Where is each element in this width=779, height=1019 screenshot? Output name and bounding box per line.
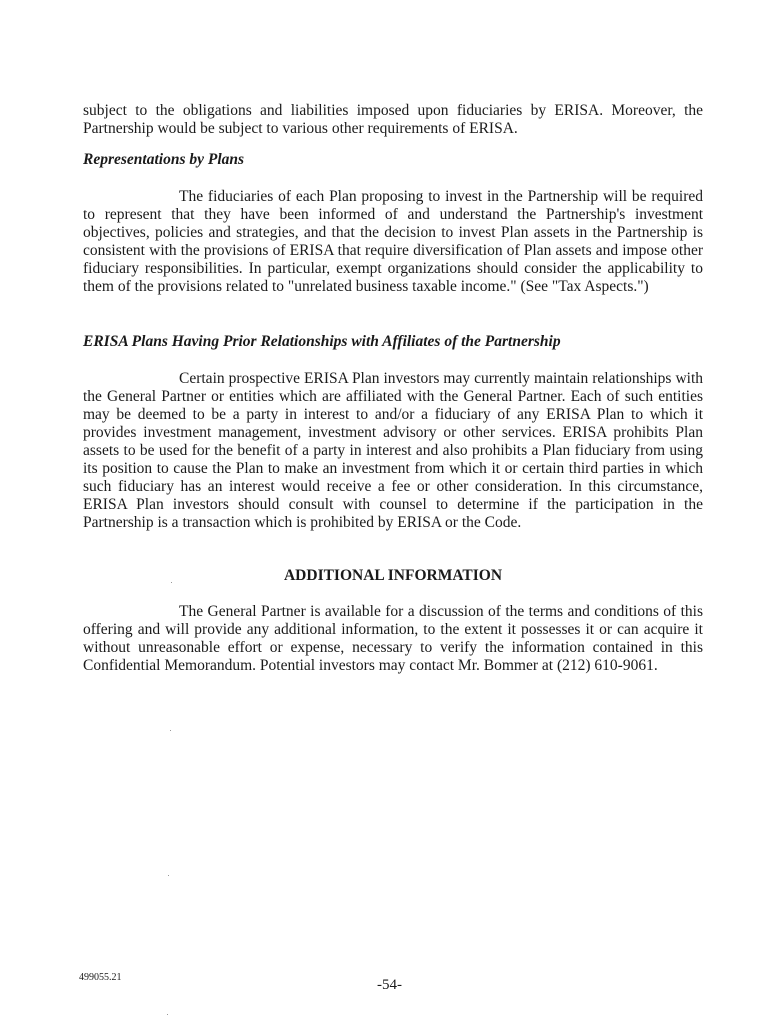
scan-speck (167, 1014, 168, 1015)
paragraph-prior-relationships: Certain prospective ERISA Plan investors may currently maintain relationships with the General Partner or entities which are affiliated with the General Partner. Each of such entities may be deemed to be a party in interest to and/or a fiduciary of any ERISA Plan to which it provides investment management, investment advisory or other services. ERISA prohibits Plan assets to be used for the benefit of a party in interest and also prohibits a Plan fiduciary from using its position to cause the Plan to make an investment from which it or certain third parties in which such fiduciary has an interest would receive a fee or other consideration. In this circumstance, ERISA Plan investors should consult with counsel to determine if the participation in the Partnership is a transaction which is prohibited by ERISA or the Code. (83, 370, 703, 531)
paragraph-representations: The fiduciaries of each Plan proposing to invest in the Partnership will be required to represent that they have been informed of and understand the Partnership's investment objectives, policies and strategies, and that the decision to invest Plan assets in the Partnership is consistent with the provisions of ERISA that require diversification of Plan assets and impose other fiduciary responsibilities. In particular, exempt organizations should consider the applicability to them of the provisions related to "unrelated business taxable income." (See "Tax Aspects.") (83, 188, 703, 295)
heading-representations-by-plans: Representations by Plans (83, 151, 245, 168)
heading-erisa-plans-prior-relationships: ERISA Plans Having Prior Relationships with Affiliates of the Partnership (83, 333, 561, 350)
scan-speck (170, 730, 171, 731)
heading-additional-information: ADDITIONAL INFORMATION (283, 567, 503, 584)
document-id: 499055.21 (79, 972, 122, 983)
paragraph-erisa-obligations: subject to the obligations and liabilities imposed upon fiduciaries by ERISA. Moreover, the Partnership would be subject to various other requirements of ERISA. (83, 102, 703, 137)
scan-speck (171, 582, 172, 583)
page-number: -54- (377, 977, 402, 993)
paragraph-additional-information: The General Partner is available for a discussion of the terms and conditions of this offering and will provide any additional information, to the extent it possesses it or can acquire it without unreasonable effort or expense, necessary to verify the information contained in this Confidential Memorandum. Potential investors may contact Mr. Bommer at (212) 610-9061. (83, 603, 703, 674)
scan-speck (168, 875, 169, 876)
